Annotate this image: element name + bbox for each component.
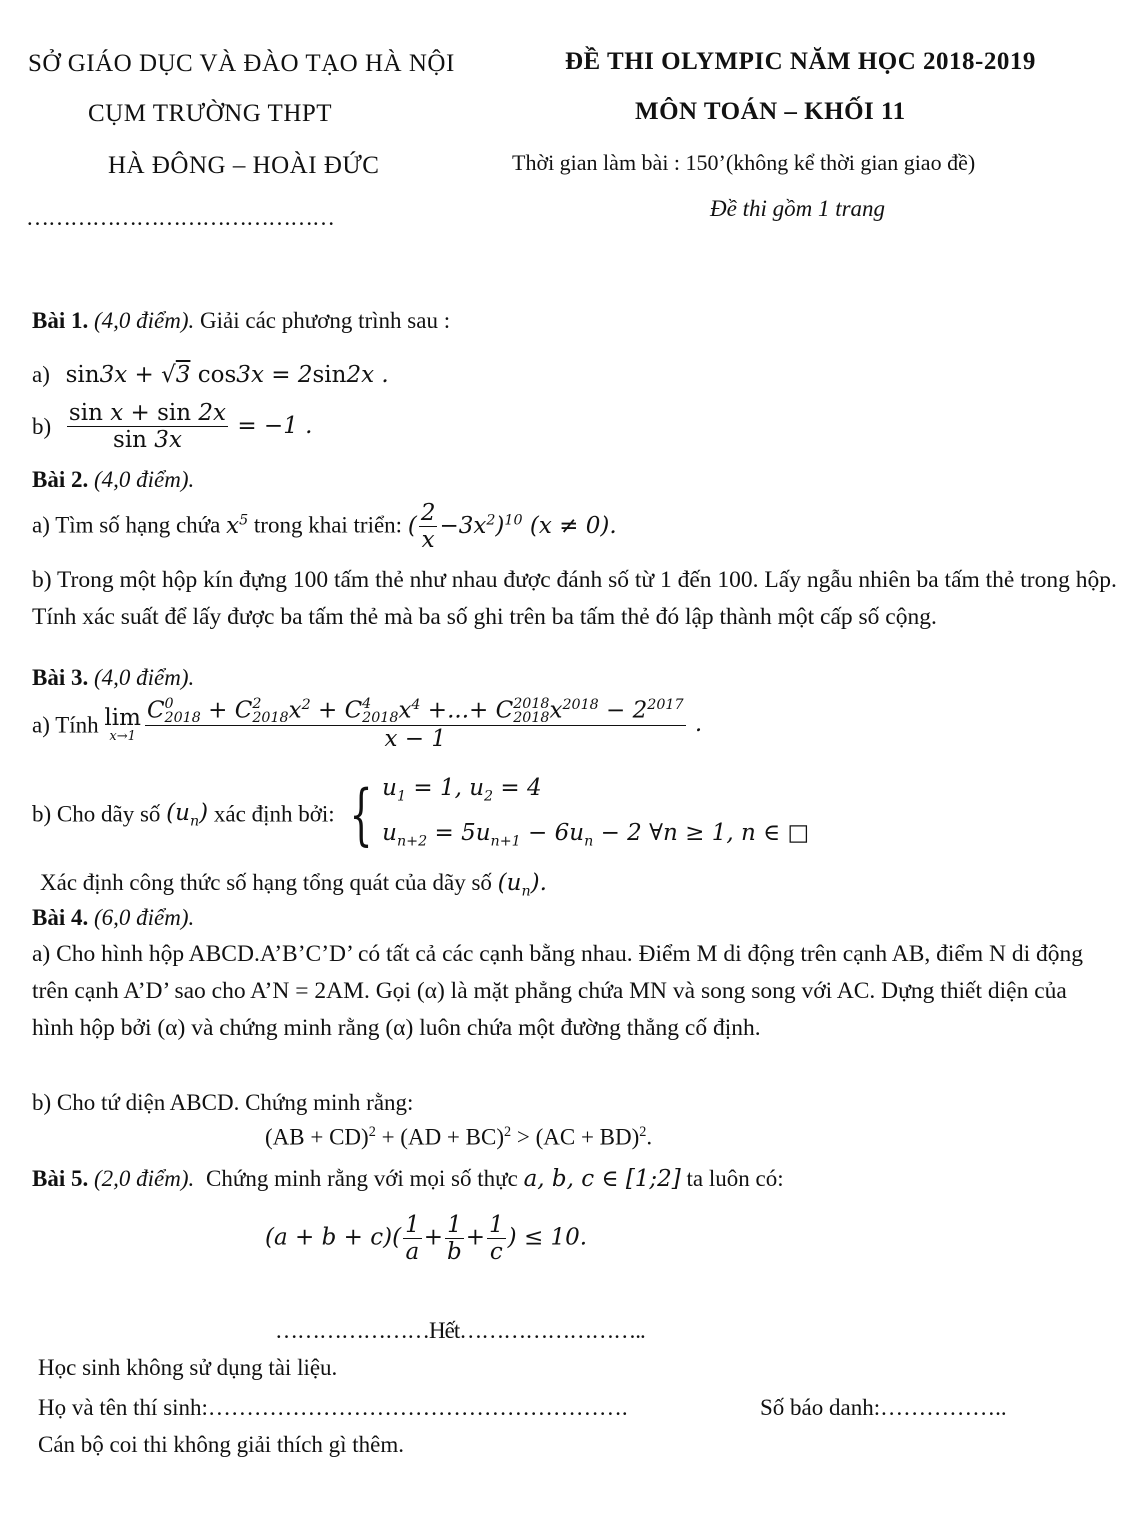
problem-points: (6,0 điểm). <box>93 905 195 930</box>
end-marker: …………………Hết…………………….. <box>275 1318 645 1343</box>
problem-points: (4,0 điểm). <box>93 467 195 492</box>
part-text: a) Tìm số hạng chứa <box>32 512 221 538</box>
department-name: SỞ GIÁO DỤC VÀ ĐÀO TẠO HÀ NỘI <box>28 50 455 77</box>
page-count: Đề thi gồm 1 trang <box>710 196 886 221</box>
problem-4a: a) Cho hình hộp ABCD.A’B’C’D’ có tất cả các cạnh bằng nhau. Điểm M di động trên cạnh AB, điểm N di động trên cạnh A’D’ sao cho A’N = 2AM. Gọi (α) là mặt phẳng chứa MN và song song với AC. Dựng thiết diện của hình hộp bởi (α) và chứng minh rằng (α) luôn chứa một đường thẳng cố định. <box>32 941 1083 1041</box>
problem-title: Bài 3. <box>32 665 89 690</box>
part-text: Chứng minh rằng với mọi số thực <box>206 1166 518 1191</box>
problem-2-heading <box>32 467 194 493</box>
problem-3b <box>32 770 809 859</box>
problem-title: Bài 5. <box>32 1166 89 1191</box>
part-text: trong khai triển: <box>253 512 403 538</box>
problem-3-heading <box>32 665 194 691</box>
problem-2b: b) Trong một hộp kín đựng 100 tấm thẻ như nhau được đánh số từ 1 đến 100. Lấy ngẫu nhiên ba tấm thẻ trong hộp. Tính xác suất để lấy được ba tấm thẻ mà ba số ghi trên ba tấm thẻ đó lập thành một cấp số cộng. <box>32 567 1117 630</box>
problem-title: Bài 1. <box>32 308 89 333</box>
subject-grade: MÔN TOÁN – KHỐI 11 <box>635 98 906 125</box>
problem-2a <box>32 500 617 553</box>
recurrence-system: $u_1 = 1$, $u_2 = 4$ $u_{n+2} = 5u_{n+1} - 6u_n - 2$ ∀n ≥ 1, n ∈ □ <box>382 775 810 850</box>
binomial-expression: ( $\frac{2}{x}$ $-3x^2)^{10}$ (x ≠ 0). <box>407 500 617 553</box>
problem-3b-conclusion <box>40 870 547 900</box>
part-label: b) <box>32 414 52 440</box>
problem-1b <box>32 400 312 453</box>
part-text: b) Cho dãy số <box>32 801 161 827</box>
problem-4b: b) Cho tứ diện ABCD. Chứng minh rằng: <box>32 1090 414 1115</box>
note-no-materials: Học sinh không sử dụng tài liệu. <box>38 1355 338 1380</box>
variables-domain: a, b, c ∈ [1;2] <box>523 1166 681 1192</box>
candidate-number-line: Số báo danh:…………….. <box>760 1395 1007 1420</box>
problem-points: (4,0 điểm). <box>93 308 195 333</box>
part-text: ta luôn có: <box>686 1166 784 1191</box>
school-names: HÀ ĐÔNG – HOÀI ĐỨC <box>108 152 380 179</box>
part-text: Xác định công thức số hạng tổng quát của dãy số <box>40 870 492 895</box>
note-no-explanation: Cán bộ coi thi không giải thích gì thêm. <box>38 1432 405 1457</box>
brace-icon: { <box>349 775 373 853</box>
problem-points: (2,0 điểm). <box>93 1166 195 1191</box>
inequality-4b: (AB + CD)$^2$ + (AD + BC)$^2$ > (AC + BD)$^2$. <box>265 1124 653 1150</box>
problem-title: Bài 4. <box>32 905 89 930</box>
problem-4-heading <box>32 905 194 931</box>
part-text: a) Tính <box>32 712 99 738</box>
time-allowed: Thời gian làm bài : 150’(không kể thời gian giao đề) <box>512 150 976 175</box>
problem-intro: Giải các phương trình sau : <box>200 308 451 333</box>
term-x5: $x^5$ <box>226 511 249 539</box>
problem-3a <box>32 697 702 752</box>
part-label: a) <box>32 362 50 387</box>
problem-points: (4,0 điểm). <box>93 665 195 690</box>
sequence-symbol: $(u_n)$. <box>497 870 547 900</box>
candidate-name-line: Họ và tên thí sinh:………………………………………………. <box>38 1395 628 1420</box>
equation-1a: sin3x + √3 cos3x = 2sin2x . <box>65 362 389 388</box>
school-cluster: CỤM TRƯỜNG THPT <box>88 100 333 127</box>
equation-1b: $\frac{\text{sin x + sin 2x}}{\sin 3x}$ = −1 . <box>68 400 313 453</box>
header-rule: …………………………………… <box>26 205 334 230</box>
exam-title: ĐỀ THI OLYMPIC NĂM HỌC 2018-2019 <box>565 48 1036 75</box>
problem-1-heading <box>32 308 450 334</box>
problem-title: Bài 2. <box>32 467 89 492</box>
inequality-5: (a + b + c)( $\frac{1}{a}$ + $\frac{1}{b}$ + $\frac{1}{c}$ ) ≤ 10. <box>265 1212 588 1265</box>
problem-1a <box>32 362 389 388</box>
sequence-symbol: $(u_n)$ <box>166 799 209 830</box>
part-text: xác định bởi: <box>213 801 335 827</box>
problem-5 <box>32 1166 784 1192</box>
limit-expression: lim x→1 C0 2018 + C2 $2018x^2 + C4$ $2018x^4$ +...+ C2018 $2018x^{2018} - 2^{2017}$ x − 1 . <box>104 696 703 753</box>
